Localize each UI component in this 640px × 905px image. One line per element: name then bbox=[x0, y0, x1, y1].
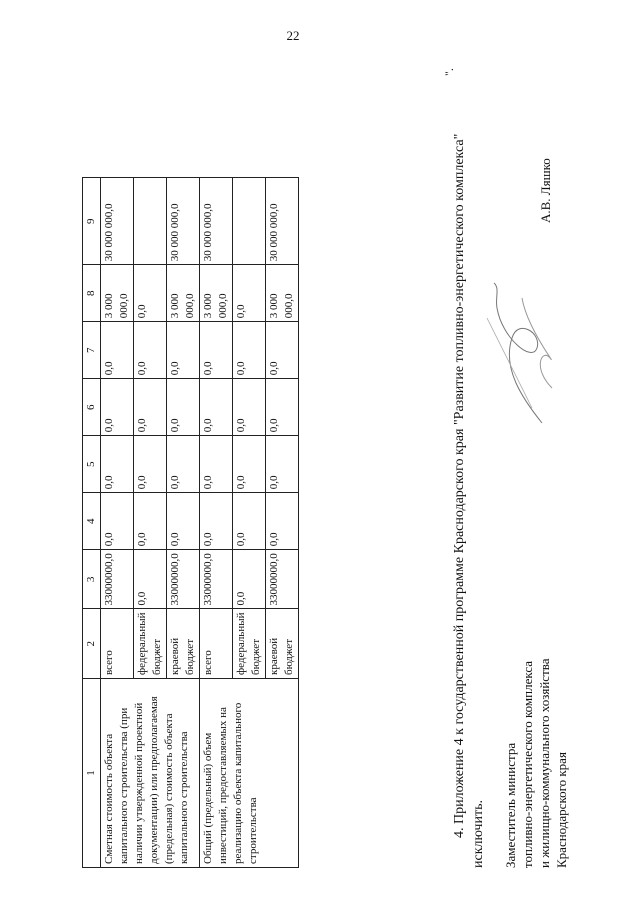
column-header-cell: 3 bbox=[83, 550, 101, 609]
funding-source-cell: краевой бюджет bbox=[266, 609, 299, 679]
funding-source-cell: федеральный бюджет bbox=[233, 609, 266, 679]
amount-cell: 3 000 000,0 bbox=[101, 265, 134, 322]
column-header-cell: 8 bbox=[83, 265, 101, 322]
column-header-cell: 4 bbox=[83, 493, 101, 550]
funding-source-cell: всего bbox=[200, 609, 233, 679]
signature-block bbox=[502, 68, 570, 868]
row-group-label: Общий (предельный) объем инвестиций, предоставляемых на реализацию объекта капитального строительства bbox=[200, 679, 299, 868]
item-4-paragraph bbox=[450, 68, 488, 868]
amount-cell: 0,0 bbox=[134, 265, 167, 322]
amount-cell: 0,0 bbox=[200, 436, 233, 493]
amount-cell: 30 000 000,0 bbox=[266, 178, 299, 265]
column-header-cell: 2 bbox=[83, 609, 101, 679]
item-4-line-2: исключить. bbox=[471, 800, 486, 868]
amount-cell: 0,0 bbox=[233, 436, 266, 493]
amount-cell: 3 000 000,0 bbox=[200, 265, 233, 322]
amount-cell: 3 000 000,0 bbox=[266, 265, 299, 322]
amount-cell: 0,0 bbox=[134, 379, 167, 436]
amount-cell: 0,0 bbox=[266, 493, 299, 550]
investment-table bbox=[82, 177, 299, 868]
amount-cell: 0,0 bbox=[200, 493, 233, 550]
rotated-landscape-content bbox=[82, 60, 569, 868]
column-header-cell: 7 bbox=[83, 322, 101, 379]
table-row bbox=[101, 178, 134, 868]
column-header-cell: 5 bbox=[83, 436, 101, 493]
table-row bbox=[200, 178, 233, 868]
amount-cell: 0,0 bbox=[101, 322, 134, 379]
amount-cell: 0,0 bbox=[134, 550, 167, 609]
funding-source-cell: краевой бюджет bbox=[167, 609, 200, 679]
amount-cell: 0,0 bbox=[233, 493, 266, 550]
amount-cell bbox=[233, 178, 266, 265]
page-number: 22 bbox=[286, 28, 300, 43]
amount-cell: 30 000 000,0 bbox=[200, 178, 233, 265]
amount-cell: 33000000,0 bbox=[167, 550, 200, 609]
amount-cell: 0,0 bbox=[101, 379, 134, 436]
signer-title-line-4: Краснодарского края bbox=[554, 752, 569, 868]
amount-cell: 0,0 bbox=[167, 493, 200, 550]
amount-cell: 30 000 000,0 bbox=[167, 178, 200, 265]
amount-cell: 0,0 bbox=[266, 436, 299, 493]
amount-cell: 3 000 000,0 bbox=[167, 265, 200, 322]
amount-cell: 33000000,0 bbox=[200, 550, 233, 609]
amount-cell: 0,0 bbox=[101, 436, 134, 493]
amount-cell: 30 000 000,0 bbox=[101, 178, 134, 265]
amount-cell: 0,0 bbox=[101, 493, 134, 550]
signer-title-line-1: Заместитель министра bbox=[503, 742, 518, 868]
amount-cell: 0,0 bbox=[200, 379, 233, 436]
amount-cell: 0,0 bbox=[233, 265, 266, 322]
amount-cell: 0,0 bbox=[200, 322, 233, 379]
column-header-cell: 9 bbox=[83, 178, 101, 265]
amount-cell: 0,0 bbox=[134, 322, 167, 379]
handwritten-signature bbox=[482, 278, 562, 428]
row-group-label: Сметная стоимость объекта капитального строительства (при наличии утвержденной проектной документации) или предполагаемая (предельная) стоимость объекта капитального строительства bbox=[101, 679, 200, 868]
amount-cell: 33000000,0 bbox=[266, 550, 299, 609]
column-header-cell: 6 bbox=[83, 379, 101, 436]
signer-title-line-3: и жилищно-коммунального хозяйства bbox=[537, 658, 552, 868]
closing-quote: ". bbox=[442, 68, 456, 76]
amount-cell: 0,0 bbox=[233, 550, 266, 609]
funding-source-cell: всего bbox=[101, 609, 134, 679]
amount-cell: 33000000,0 bbox=[101, 550, 134, 609]
table-header-row bbox=[83, 178, 101, 868]
amount-cell: 0,0 bbox=[266, 322, 299, 379]
amount-cell: 0,0 bbox=[134, 436, 167, 493]
column-header-cell: 1 bbox=[83, 679, 101, 868]
amount-cell: 0,0 bbox=[167, 322, 200, 379]
signer-title-line-2: топливно-энергетического комплекса bbox=[520, 660, 535, 868]
amount-cell: 0,0 bbox=[134, 493, 167, 550]
amount-cell: 0,0 bbox=[266, 379, 299, 436]
funding-source-cell: федеральный бюджет bbox=[134, 609, 167, 679]
item-4-line-1: 4. Приложение 4 к государственной программе Краснодарского края "Развитие топливно-энергетического комплекса" bbox=[452, 133, 467, 838]
signer-name: А.В. Ляшко bbox=[538, 158, 553, 223]
amount-cell: 0,0 bbox=[167, 379, 200, 436]
amount-cell: 0,0 bbox=[233, 322, 266, 379]
amount-cell bbox=[134, 178, 167, 265]
amount-cell: 0,0 bbox=[233, 379, 266, 436]
amount-cell: 0,0 bbox=[167, 436, 200, 493]
